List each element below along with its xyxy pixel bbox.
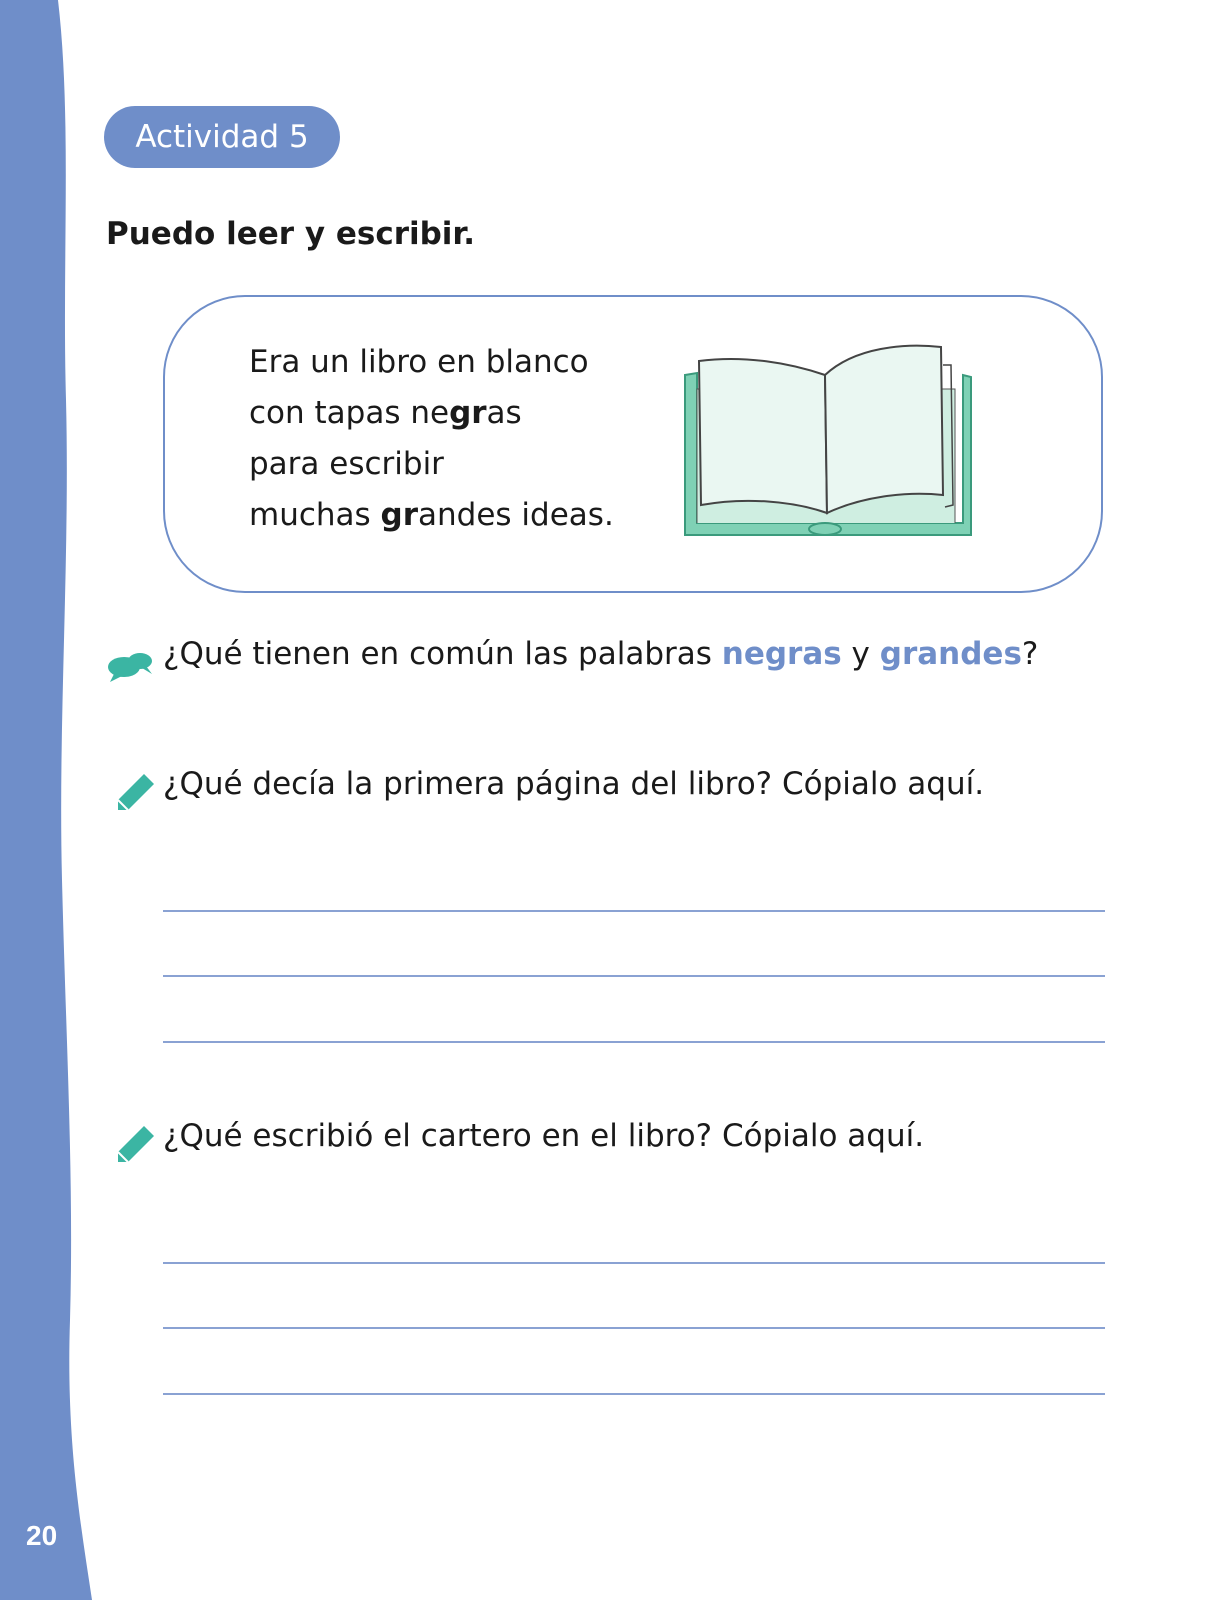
answer-line[interactable] [163, 975, 1105, 977]
question-postman: ¿Qué escribió el cartero en el libro? Cópialo aquí. [163, 1118, 925, 1154]
answer-line[interactable] [163, 1041, 1105, 1043]
poem-bold-syllable: gr [449, 395, 487, 431]
answer-line[interactable] [163, 1393, 1105, 1395]
poem-line: para escribir [249, 446, 444, 482]
question-text: ? [1021, 636, 1039, 672]
answer-line[interactable] [163, 910, 1105, 912]
speech-bubbles-icon [106, 650, 154, 684]
highlight-word-grandes: grandes [879, 636, 1022, 672]
reading-box [163, 295, 1103, 593]
side-band [0, 0, 110, 1600]
open-book-illustration [675, 325, 975, 545]
poem-line: Era un libro en blanco [249, 344, 589, 380]
poem-text: as [486, 395, 522, 431]
poem-bold-syllable: gr [380, 497, 419, 533]
page-number: 20 [26, 1520, 58, 1551]
activity-badge: Actividad 5 [104, 106, 340, 168]
poem-text: andes ideas. [418, 497, 614, 533]
poem-line [249, 490, 614, 541]
pencil-icon [114, 1122, 158, 1166]
answer-line[interactable] [163, 1327, 1105, 1329]
poem-line [249, 388, 614, 439]
page-heading: Puedo leer y escribir. [106, 216, 476, 252]
poem [249, 337, 614, 541]
poem-text: con tapas ne [249, 395, 450, 431]
pencil-icon [114, 770, 158, 814]
answer-line[interactable] [163, 1262, 1105, 1264]
question-common-words [163, 636, 1038, 672]
poem-text: muchas [249, 497, 381, 533]
highlight-word-negras: negras [721, 636, 842, 672]
question-text: y [841, 636, 880, 672]
question-text: ¿Qué tienen en común las palabras [163, 636, 722, 672]
question-first-page: ¿Qué decía la primera página del libro? Cópialo aquí. [163, 766, 985, 802]
